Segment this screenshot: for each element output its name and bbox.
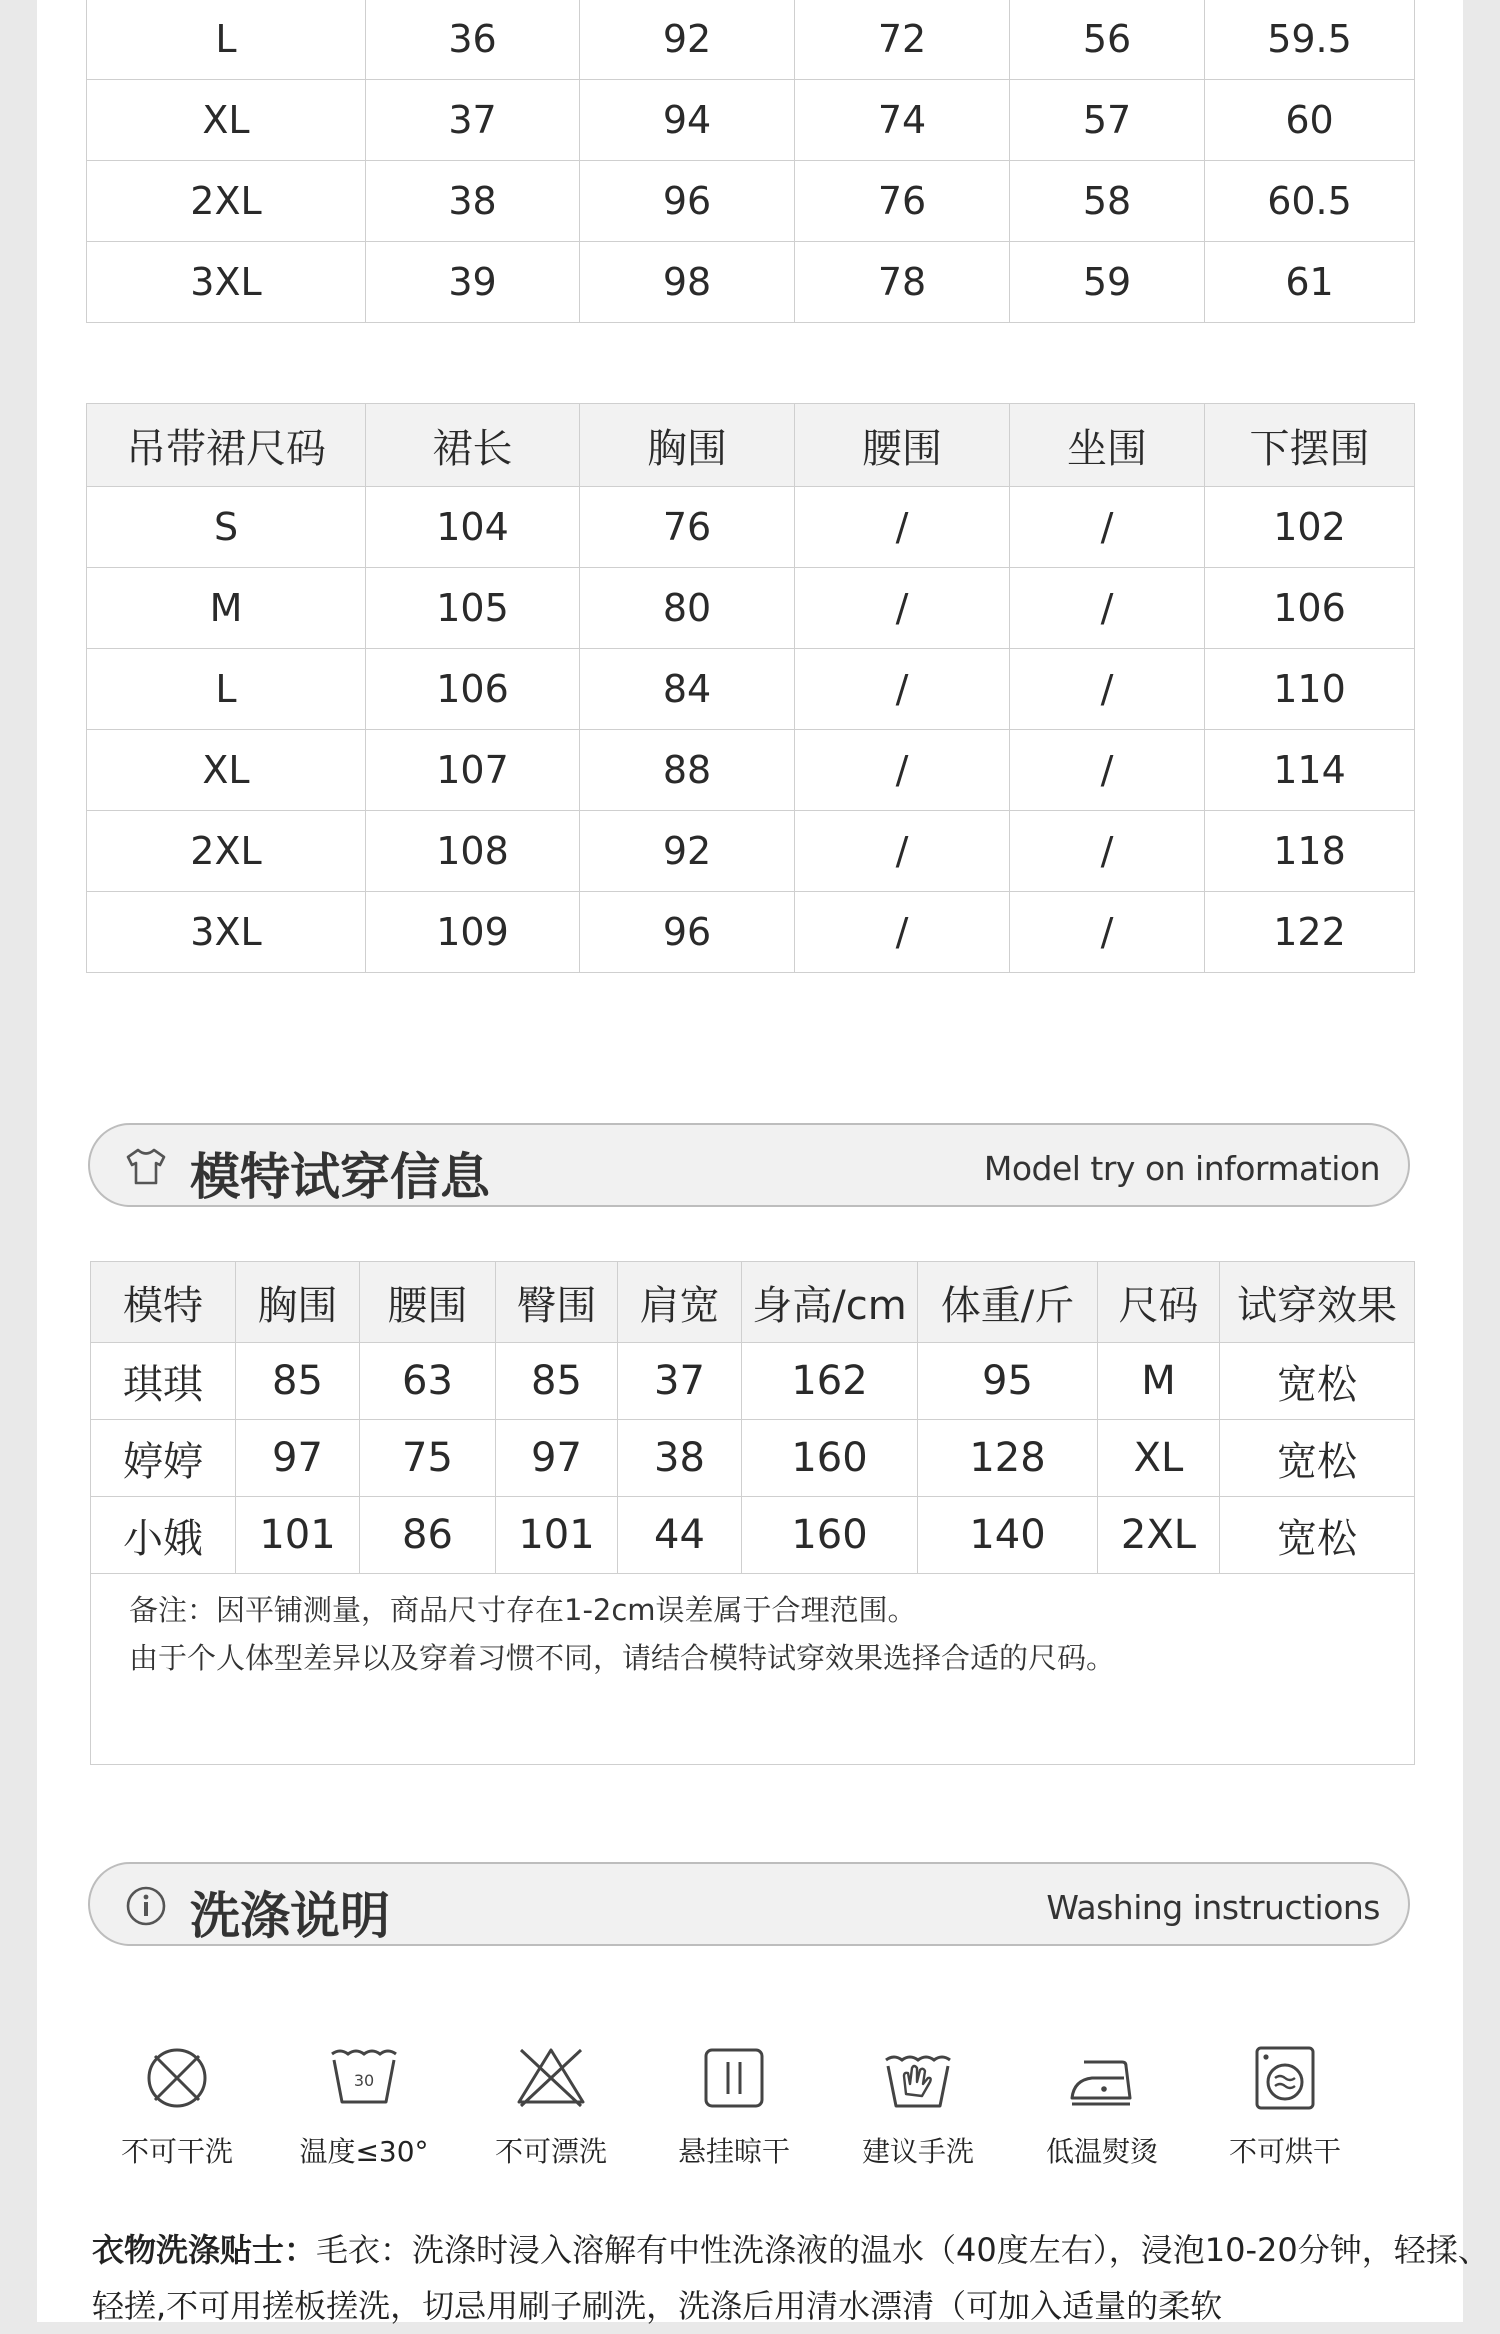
table-cell: 109: [366, 892, 580, 973]
table-row: [87, 892, 1415, 973]
table-cell: 72: [795, 0, 1010, 80]
table-cell: 57: [1010, 80, 1205, 161]
table-cell: 92: [580, 0, 795, 80]
table-cell: 琪琪: [91, 1343, 236, 1420]
table-row: [87, 242, 1415, 323]
table-cell: 体重/斤: [918, 1262, 1098, 1343]
table-cell: 37: [618, 1343, 742, 1420]
table-cell: 86: [360, 1497, 496, 1574]
table-row: [91, 1420, 1415, 1497]
table-cell: 75: [360, 1420, 496, 1497]
table-cell: 104: [366, 487, 580, 568]
table-cell: 97: [236, 1420, 360, 1497]
table-cell: 98: [580, 242, 795, 323]
wash-item-no-tumble-dry: 不可烘干: [1200, 2040, 1370, 2170]
table-cell: 97: [496, 1420, 618, 1497]
table-cell: /: [1010, 892, 1205, 973]
table-cell: 85: [496, 1343, 618, 1420]
no-tumble-dry-icon: [1247, 2040, 1323, 2116]
table-cell: 61: [1205, 242, 1415, 323]
table-cell: /: [1010, 811, 1205, 892]
table-cell: 37: [366, 80, 580, 161]
size-note: [91, 1574, 1415, 1765]
table-cell: 78: [795, 242, 1010, 323]
table-cell: /: [795, 487, 1010, 568]
table-cell: 宽松: [1220, 1420, 1415, 1497]
hang-dry-icon: [696, 2040, 772, 2116]
table-row: [87, 0, 1415, 80]
table-cell: 臀围: [496, 1262, 618, 1343]
size-table-top: [86, 0, 1415, 323]
table-row: [87, 161, 1415, 242]
table-cell: XL: [1098, 1420, 1220, 1497]
table-cell: 85: [236, 1343, 360, 1420]
table-cell: 84: [580, 649, 795, 730]
table-cell: 58: [1010, 161, 1205, 242]
washing-title: 洗涤说明: [190, 1887, 390, 1945]
table-cell: 2XL: [87, 161, 366, 242]
size-note-row: [91, 1574, 1415, 1765]
table-cell: /: [1010, 487, 1205, 568]
table-cell: 36: [366, 0, 580, 80]
table-cell: 38: [366, 161, 580, 242]
table-cell: 56: [1010, 0, 1205, 80]
table-cell: 101: [496, 1497, 618, 1574]
table-cell: 身高/cm: [742, 1262, 918, 1343]
tshirt-icon: [124, 1145, 168, 1189]
dress-size-table: [86, 403, 1415, 973]
table-cell: L: [87, 649, 366, 730]
table-cell: /: [1010, 568, 1205, 649]
wash-item-low-iron: 低温熨烫: [1017, 2040, 1187, 2170]
model-info-title: 模特试穿信息: [190, 1148, 490, 1206]
table-cell: 122: [1205, 892, 1415, 973]
info-icon: [124, 1884, 168, 1928]
table-row: [87, 487, 1415, 568]
hand-wash-icon: [880, 2040, 956, 2116]
table-row: [87, 568, 1415, 649]
table-row: [91, 1343, 1415, 1420]
table-cell: 76: [795, 161, 1010, 242]
table-cell: S: [87, 487, 366, 568]
wash-item-hand-wash: 建议手洗: [833, 2040, 1003, 2170]
table-cell: /: [795, 892, 1010, 973]
table-cell: 101: [236, 1497, 360, 1574]
table-cell: 114: [1205, 730, 1415, 811]
table-cell: 128: [918, 1420, 1098, 1497]
table-cell: 105: [366, 568, 580, 649]
table-cell: 3XL: [87, 242, 366, 323]
size-note-line: 由于个人体型差异以及穿着习惯不同，请结合模特试穿效果选择合适的尺码。: [129, 1641, 1116, 1675]
table-cell: 108: [366, 811, 580, 892]
table-cell: 下摆围: [1205, 404, 1415, 487]
table-cell: M: [87, 568, 366, 649]
table-cell: 118: [1205, 811, 1415, 892]
no-wash-icon: [139, 2040, 215, 2116]
table-cell: 60: [1205, 80, 1415, 161]
table-cell: 39: [366, 242, 580, 323]
table-cell: 腰围: [360, 1262, 496, 1343]
table-cell: 腰围: [795, 404, 1010, 487]
table-cell: 44: [618, 1497, 742, 1574]
table-header-row: [91, 1262, 1415, 1343]
model-info-subtitle: Model try on information: [983, 1149, 1380, 1188]
low-iron-icon: [1064, 2040, 1140, 2116]
tips-label: 衣物洗涤贴士：: [92, 2231, 317, 2269]
table-cell: 140: [918, 1497, 1098, 1574]
table-cell: 160: [742, 1497, 918, 1574]
table-cell: L: [87, 0, 366, 80]
model-info-header: [88, 1123, 1410, 1207]
table-cell: 88: [580, 730, 795, 811]
no-bleach-icon: [513, 2040, 589, 2116]
table-cell: 肩宽: [618, 1262, 742, 1343]
table-cell: 2XL: [87, 811, 366, 892]
table-cell: 102: [1205, 487, 1415, 568]
table-cell: 74: [795, 80, 1010, 161]
table-cell: 76: [580, 487, 795, 568]
table-cell: 3XL: [87, 892, 366, 973]
size-note-line: 备注：因平铺测量，商品尺寸存在1-2cm误差属于合理范围。: [129, 1593, 917, 1627]
table-cell: /: [1010, 649, 1205, 730]
table-cell: 59.5: [1205, 0, 1415, 80]
table-cell: 94: [580, 80, 795, 161]
wash-item-hang-dry: 悬挂晾干: [649, 2040, 819, 2170]
table-cell: /: [795, 730, 1010, 811]
table-cell: 96: [580, 892, 795, 973]
table-cell: 38: [618, 1420, 742, 1497]
table-cell: 宽松: [1220, 1343, 1415, 1420]
table-cell: 95: [918, 1343, 1098, 1420]
table-cell: 裙长: [366, 404, 580, 487]
svg-text:30: 30: [353, 2071, 375, 2090]
table-cell: XL: [87, 730, 366, 811]
table-cell: 小娥: [91, 1497, 236, 1574]
table-cell: 坐围: [1010, 404, 1205, 487]
wash-item-temp: 30 温度≤30°: [279, 2040, 449, 2170]
table-header-row: [87, 404, 1415, 487]
table-cell: XL: [87, 80, 366, 161]
table-cell: 胸围: [236, 1262, 360, 1343]
washing-subtitle: Washing instructions: [1046, 1888, 1380, 1927]
table-cell: 59: [1010, 242, 1205, 323]
table-cell: /: [795, 568, 1010, 649]
table-cell: 婷婷: [91, 1420, 236, 1497]
tips-text: 毛衣：洗涤时浸入溶解有中性洗涤液的温水（40度左右），浸泡10-20分钟，轻揉、轻搓,不可用搓板搓洗，切忌用刷子刷洗，洗涤后用清水漂清（可加入适量的柔软: [92, 2231, 1490, 2325]
table-cell: /: [795, 649, 1010, 730]
table-cell: 110: [1205, 649, 1415, 730]
table-row: [91, 1497, 1415, 1574]
table-cell: 2XL: [1098, 1497, 1220, 1574]
table-cell: 模特: [91, 1262, 236, 1343]
table-row: [87, 649, 1415, 730]
table-cell: 106: [366, 649, 580, 730]
table-row: [87, 730, 1415, 811]
table-cell: 胸围: [580, 404, 795, 487]
table-cell: M: [1098, 1343, 1220, 1420]
table-cell: 162: [742, 1343, 918, 1420]
wash-item-no-dry-clean: 不可干洗: [92, 2040, 262, 2170]
table-row: [87, 80, 1415, 161]
washing-tips: [92, 2222, 1492, 2334]
table-cell: 试穿效果: [1220, 1262, 1415, 1343]
wash-30-icon: [326, 2040, 402, 2116]
wash-item-no-bleach: 不可漂洗: [466, 2040, 636, 2170]
table-row: [87, 811, 1415, 892]
table-cell: /: [1010, 730, 1205, 811]
product-detail-page: [37, 0, 1490, 2325]
model-try-on-table: [90, 1261, 1415, 1765]
table-cell: 80: [580, 568, 795, 649]
table-cell: 63: [360, 1343, 496, 1420]
table-cell: 92: [580, 811, 795, 892]
table-cell: 107: [366, 730, 580, 811]
table-cell: 160: [742, 1420, 918, 1497]
table-cell: 尺码: [1098, 1262, 1220, 1343]
table-cell: 宽松: [1220, 1497, 1415, 1574]
table-cell: 吊带裙尺码: [87, 404, 366, 487]
table-cell: 60.5: [1205, 161, 1415, 242]
table-cell: /: [795, 811, 1010, 892]
table-cell: 96: [580, 161, 795, 242]
table-cell: 106: [1205, 568, 1415, 649]
washing-header: [88, 1862, 1410, 1946]
